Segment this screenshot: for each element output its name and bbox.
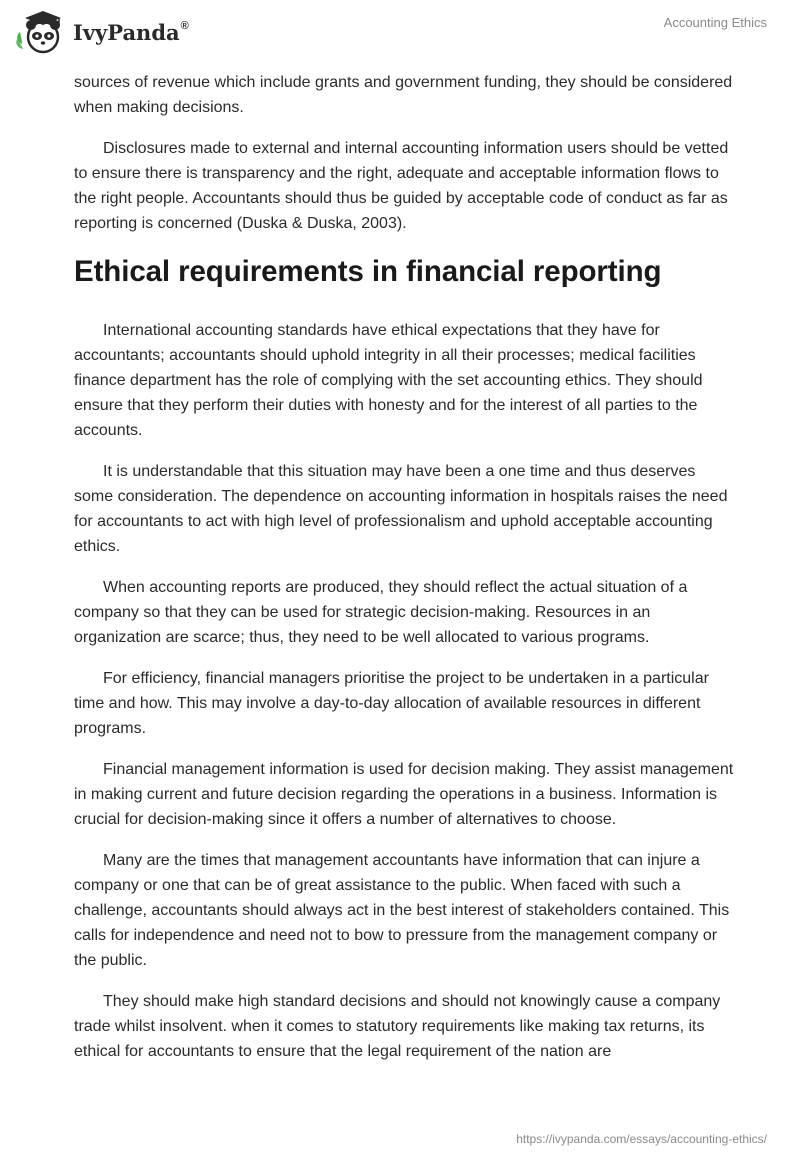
- panda-graduate-icon: [13, 8, 69, 54]
- paragraph: sources of revenue which include grants and government funding, they should be considered when making decisions.: [74, 74, 733, 116]
- page-header: [0, 0, 800, 70]
- paragraph: Disclosures made to external and internal accounting information users should be vetted to ensure there is transparency and the right, adequate and acceptable information flows to the right people. Accountants should thus be guided by acceptable code of conduct as far as reporting is concerned (Duska & Duska, 2003).: [74, 140, 729, 232]
- paragraph: When accounting reports are produced, they should reflect the actual situation of a company so that they can be used for strategic decision-making. Resources in an organization are scarce; thus, they need to be well allocated to various programs.: [74, 579, 688, 646]
- paragraph: For efficiency, financial managers prioritise the project to be undertaken in a particular time and how. This may involve a day-to-day allocation of available resources in different programs.: [74, 670, 709, 737]
- source-url[interactable]: https://ivypanda.com/essays/accounting-ethics/: [516, 1132, 767, 1146]
- paragraph: Financial management information is used for decision making. They assist management in making current and future decision regarding the operations in a business. Information is crucial for decision-making since it offers a number of alternatives to choose.: [74, 761, 734, 828]
- paragraph: Many are the times that management accountants have information that can injure a company or one that can be of great assistance to the public. When faced with such a challenge, accountants should always act in the best interest of stakeholders contained. This calls for independence and need not to bow to pressure from the management company or the public.: [74, 852, 730, 969]
- paragraph: They should make high standard decisions and should not knowingly cause a company trade whilst insolvent. when it comes to statutory requirements like making tax returns, its ethical for accountants to ensure that the legal requirement of the nation are: [74, 993, 721, 1060]
- essay-body: [74, 70, 734, 1080]
- ivypanda-logo[interactable]: [13, 8, 189, 54]
- document-title: Accounting Ethics: [663, 15, 767, 30]
- section-heading: Ethical requirements in financial reporting: [74, 255, 662, 288]
- brand-name: IvyPanda®: [73, 19, 189, 45]
- paragraph: It is understandable that this situation may have been a one time and thus deserves some consideration. The dependence on accounting information in hospitals raises the need for accountants to act with high level of professionalism and uphold acceptable accounting ethics.: [74, 463, 728, 555]
- paragraph: International accounting standards have ethical expectations that they have for accountants; accountants should uphold integrity in all their processes; medical facilities finance department has the role of complying with the set accounting ethics. They should ensure that they perform their duties with honesty and for the interest of all parties to the accounts.: [74, 322, 703, 439]
